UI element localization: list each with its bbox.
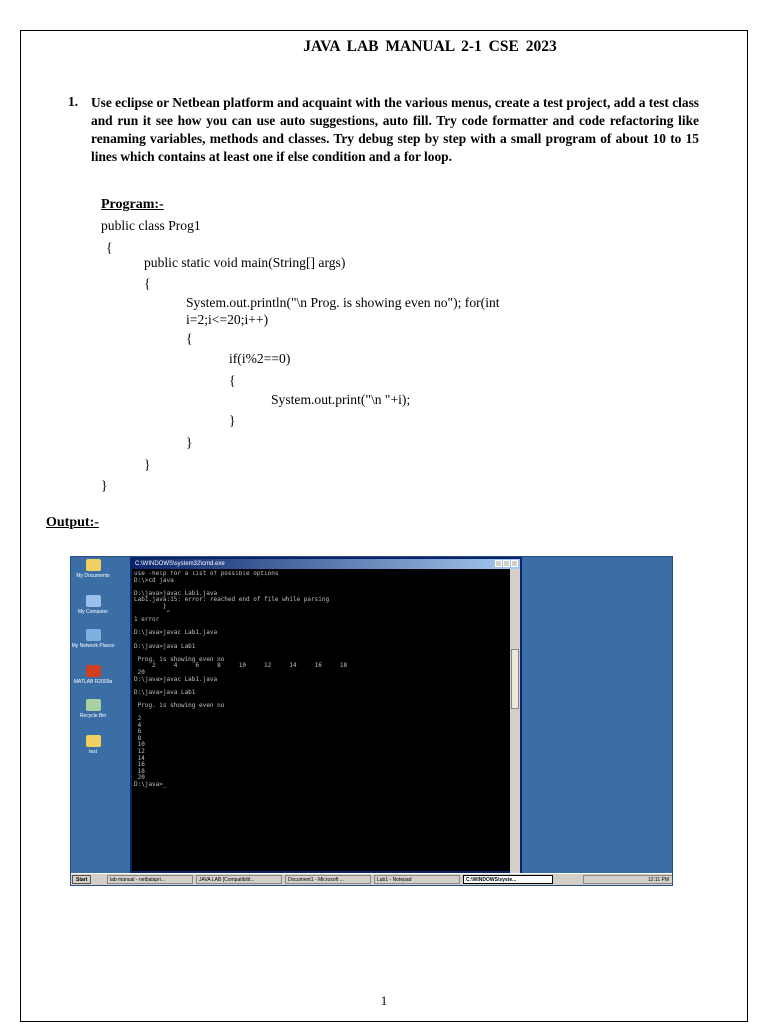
taskbar-item-active[interactable]: C:\WINDOWS\syste...: [463, 875, 553, 884]
code-line: System.out.println("\n Prog. is showing even no"); for(int: [186, 295, 500, 310]
desktop-icon-test[interactable]: [71, 735, 115, 755]
desktop-icon-recycle-bin[interactable]: [71, 699, 115, 719]
question-number: 1.: [68, 94, 79, 109]
system-tray-clock[interactable]: 12:11 PM: [583, 875, 673, 884]
desktop-icon-label: My Documents: [76, 573, 110, 579]
start-button[interactable]: Start: [72, 875, 91, 884]
desktop-icon-label: MATLAB R2009a: [73, 679, 113, 685]
desktop-icon-label: Recycle Bin: [79, 713, 107, 719]
maximize-icon[interactable]: [503, 560, 510, 567]
code-line: i=2;i<=20;i++): [186, 312, 269, 327]
code-line: {: [106, 240, 113, 255]
cmd-window-title: C:\WINDOWS\system32\cmd.exe: [135, 561, 225, 567]
taskbar-item[interactable]: JAVA LAB [Compatibilit...: [196, 875, 282, 884]
console-scrollbar[interactable]: [510, 569, 520, 873]
desktop-icon-my-computer[interactable]: [71, 595, 115, 615]
code-line: }: [144, 457, 151, 472]
folder-icon: [86, 735, 101, 747]
taskbar-item[interactable]: Document1 - Microsoft ...: [285, 875, 371, 884]
computer-icon: [86, 595, 101, 607]
cmd-window[interactable]: [130, 557, 522, 873]
desktop-icon-network[interactable]: [71, 629, 115, 649]
close-icon[interactable]: [511, 560, 518, 567]
output-screenshot: [70, 556, 673, 886]
page-title: JAVA LAB MANUAL 2-1 CSE 2023: [303, 38, 557, 55]
code-line: {: [144, 276, 151, 291]
desktop-icon-my-documents[interactable]: [71, 559, 115, 579]
code-line: if(i%2==0): [229, 351, 291, 366]
cmd-title-bar[interactable]: [132, 559, 520, 569]
matlab-icon: [86, 665, 101, 677]
code-line: public class Prog1: [101, 218, 201, 233]
question-text: Use eclipse or Netbean platform and acquaint with the various menus, create a test project, add a test class and run it see how you can use auto suggestions, auto fill. Try code formatter and code refactoring like renaming variables, methods and classes. Try debug step by step with a small program of about 10 to 15 lines which contains at least one if else condition and a for loop.: [91, 95, 699, 164]
code-line: public static void main(String[] args): [144, 255, 346, 270]
code-line: System.out.print("\n "+i);: [271, 392, 411, 407]
code-line: {: [229, 373, 236, 388]
taskbar-item[interactable]: lab manual - netbalapri...: [107, 875, 193, 884]
code-line: }: [229, 413, 236, 428]
desktop-icon-matlab[interactable]: [71, 665, 115, 685]
network-icon: [86, 629, 101, 641]
output-label: Output:-: [46, 515, 99, 530]
minimize-icon[interactable]: [495, 560, 502, 567]
program-label: Program:-: [101, 197, 164, 212]
console-output: use -help for a list of possible options D:\>cd java D:\java>javac Lab1.java Lab1.java:15: error: reached end of file while parsing } ^ 1 error D:\java>javac Lab1.java D:\java>java Lab1 Prog. is showing even no 2 4 6 8 10 12 14 16 18 20 D:\java>javac Lab1.java D:\java>java Lab1 Prog. is showing even no 2 4 6 8 10 12 14 16 18 20 D:\java>_: [134, 571, 348, 788]
recycle-bin-icon: [86, 699, 101, 711]
desktop-icon-label: My Network Places: [71, 643, 115, 649]
page-number: 1: [380, 993, 388, 1008]
taskbar-item[interactable]: Lab1 - Notepad: [374, 875, 460, 884]
code-line: {: [186, 331, 193, 346]
scrollbar-thumb[interactable]: [511, 649, 519, 709]
folder-icon: [86, 559, 101, 571]
desktop-icon-label: My Computer: [77, 609, 108, 615]
desktop-icon-label: test: [88, 749, 98, 755]
code-line: }: [186, 435, 193, 450]
code-line: }: [101, 478, 108, 493]
taskbar: [71, 873, 673, 885]
